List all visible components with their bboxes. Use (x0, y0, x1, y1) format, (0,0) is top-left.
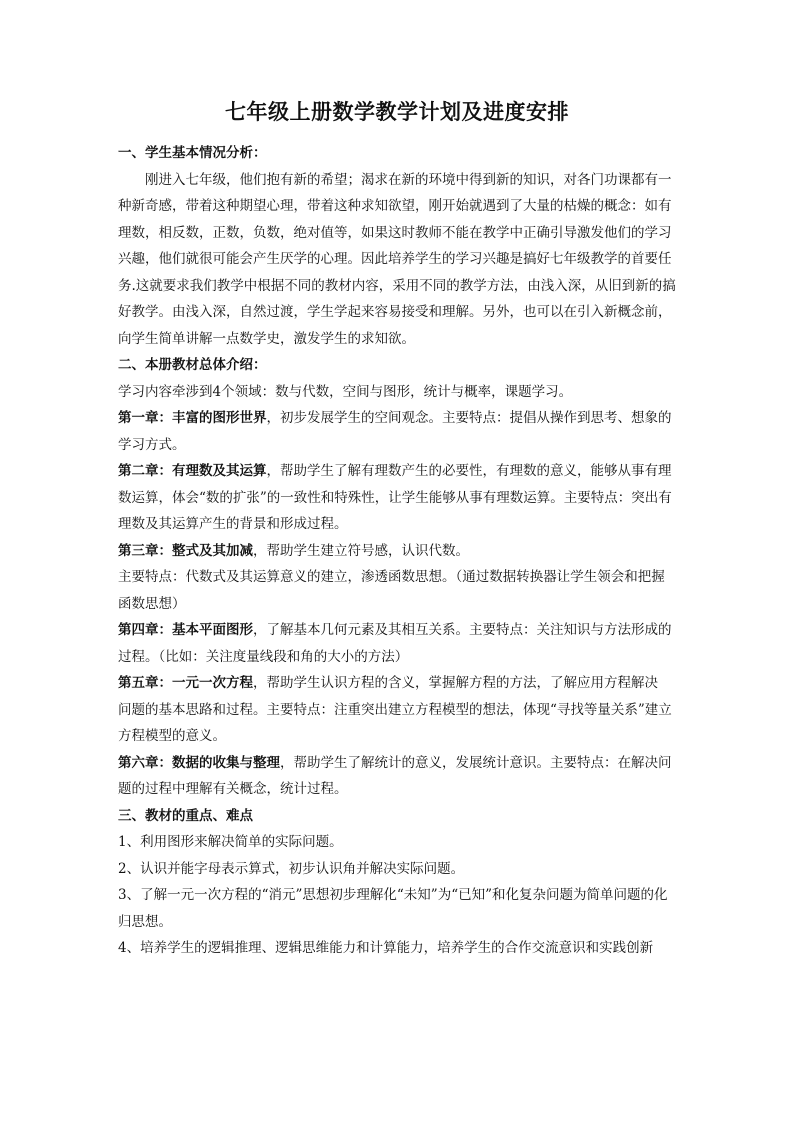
section-heading-2: 二、本册教材总体介绍： (118, 357, 267, 373)
chapter-3-text: ，帮助学生建立符号感，认识代数。 (253, 542, 469, 559)
chapter-5-continued: 问题的基本思路和过程。主要特点：注重突出建立方程模型的想法，体现“寻找等量关系”建立方程模型的意义。 (118, 701, 672, 744)
chapter-4-label: 第四章：基本平面图形 (118, 622, 253, 638)
chapter-3-label: 第三章：整式及其加减 (118, 542, 253, 559)
chapter-1-text: ，初步发展学生的空间观念。主要特点：提倡从操作到思考、想象的学习方式。 (118, 410, 672, 453)
key-point-item: 1、利用图形来解决简单的实际问题。 (118, 834, 343, 850)
chapter-2-text: ，帮助学生了解有理数产生的必要性，有理数的意义，能够从事有理数运算，体会“数的扩张”的一致性和特殊性，让学生能够从事有理数运算。主要特点：突出有理数及其运算产生的背景和形成过程。 (118, 463, 672, 532)
student-analysis-paragraph: 刚进入七年级，他们抱有新的希望；渴求在新的环境中得到新的知识，对各门功课都有一种新奇感，带着这种期望心理，带着这种求知欲望，刚开始就遇到了大量的枯燥的概念：如有理数，相反数，正数，负数，绝对值等，如果这时教师不能在教学中正确引导激发他们的学习兴趣，他们就很可能会产生厌学的心理。因此培养学生的学习兴趣是搞好七年级教学的首要任务.这就要求我们教学中根据不同的教材内容，采用不同的教学方法，由浅入深，从旧到新的搞好教学。由浅入深，自然过渡，学生学起来容易接受和理解。另外，也可以在引入新概念前，向学生简单讲解一点数学史，激发学生的求知欲。 (118, 171, 676, 347)
chapter-1-label: 第一章：丰富的图形世界 (118, 410, 267, 426)
chapter-2-label: 第二章：有理数及其运算 (118, 463, 267, 479)
section-heading-3: 三、教材的重点、难点 (118, 807, 253, 824)
key-point-item: 3、了解一元一次方程的“消元”思想初步理解化“未知”为“已知”和化复杂问题为简单问题的化归思想。 (118, 887, 668, 930)
chapter-6-label: 第六章：数据的收集与整理 (118, 754, 280, 771)
chapter-3-feature: 主要特点：代数式及其运算意义的建立，渗透函数思想。（通过数据转换器让学生领会和把握函数思想） (118, 569, 665, 612)
document-title: 七年级上册数学教学计划及进度安排 (225, 99, 569, 124)
document-body (118, 140, 678, 962)
content-intro: 学习内容牵涉到4个领域：数与代数，空间与图形，统计与概率，课题学习。 (118, 383, 573, 400)
chapter-6-text: ，帮助学生了解统计的意义，发展统计意识。主要特点：在解决问题的过程中理解有关概念，统计过程。 (118, 754, 672, 797)
chapter-5-text: ，帮助学生认识方程的含义，掌握解方程的方法，了解应用方程解决 (253, 675, 658, 691)
section-heading-1: 一、学生基本情况分析： (118, 145, 267, 161)
chapter-3 (118, 538, 678, 565)
chapter-5-label: 第五章：一元一次方程 (118, 675, 253, 691)
chapter-5 (118, 670, 678, 697)
chapter-4-text: ，了解基本几何元素及其相互关系。主要特点：关注知识与方法形成的过程。（比如：关注度量线段和角的大小的方法） (118, 622, 672, 665)
key-point-item: 2、认识并能字母表示算式，初步认识角并解决实际问题。 (118, 860, 465, 877)
chapter-2 (118, 458, 678, 538)
chapter-6 (118, 750, 678, 803)
chapter-1 (118, 405, 678, 458)
key-point-item: 4、培养学生的逻辑推理、逻辑思维能力和计算能力，培养学生的合作交流意识和实践创新 (118, 940, 654, 956)
chapter-4 (118, 617, 678, 670)
